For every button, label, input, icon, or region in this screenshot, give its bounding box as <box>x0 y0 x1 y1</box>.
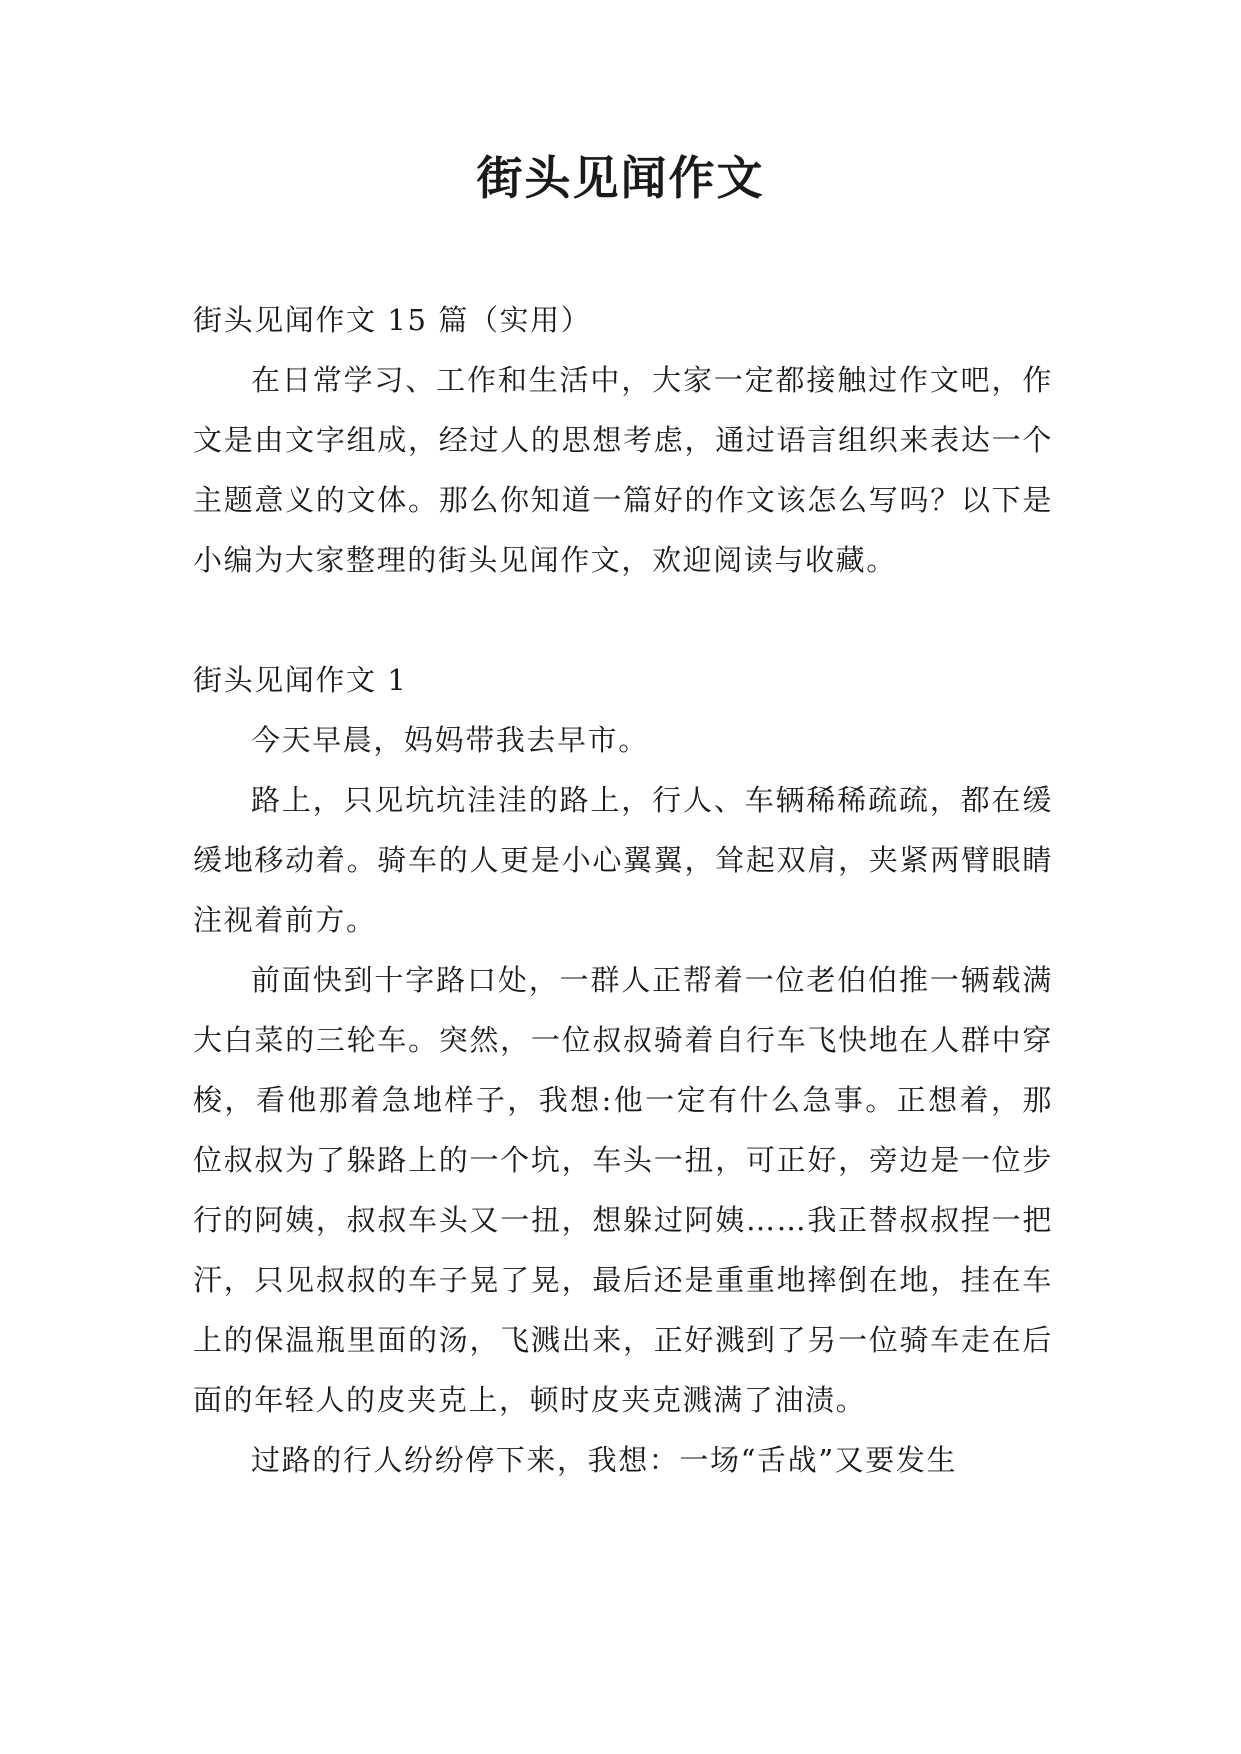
intro-paragraph: 在日常学习、工作和生活中，大家一定都接触过作文吧，作文是由文字组成，经过人的思想考虑，通过语言组织来表达一个主题意义的文体。那么你知道一篇好的作文该怎么写吗？以下是小编为大家整理的街头见闻作文，欢迎阅读与收藏。 <box>193 363 1053 577</box>
document-body <box>193 290 1053 1490</box>
document-subtitle: 街头见闻作文 15 篇（实用） <box>193 303 592 337</box>
section-heading: 街头见闻作文 1 <box>193 663 408 697</box>
body-paragraph: 路上，只见坑坑洼洼的路上，行人、车辆稀稀疏疏，都在缓缓地移动着。骑车的人更是小心翼翼，耸起双肩，夹紧两臂眼睛注视着前方。 <box>193 783 1053 937</box>
body-paragraph: 前面快到十字路口处，一群人正帮着一位老伯伯推一辆载满大白菜的三轮车。突然，一位叔叔骑着自行车飞快地在人群中穿梭，看他那着急地样子，我想:他一定有什么急事。正想着，那位叔叔为了躲路上的一个坑，车头一扭，可正好，旁边是一位步行的阿姨，叔叔车头又一扭，想躲过阿姨……我正替叔叔捏一把汗，只见叔叔的车子晃了晃，最后还是重重地摔倒在地，挂在车上的保温瓶里面的汤，飞溅出来，正好溅到了另一位骑车走在后面的年轻人的皮夹克上，顿时皮夹克溅满了油渍。 <box>193 963 1053 1417</box>
body-paragraph: 今天早晨，妈妈带我去早市。 <box>251 723 649 757</box>
section-gap <box>193 590 1053 650</box>
document-title: 街头见闻作文 <box>476 151 765 205</box>
body-paragraph: 过路的行人纷纷停下来，我想：一场“舌战”又要发生 <box>251 1443 958 1477</box>
